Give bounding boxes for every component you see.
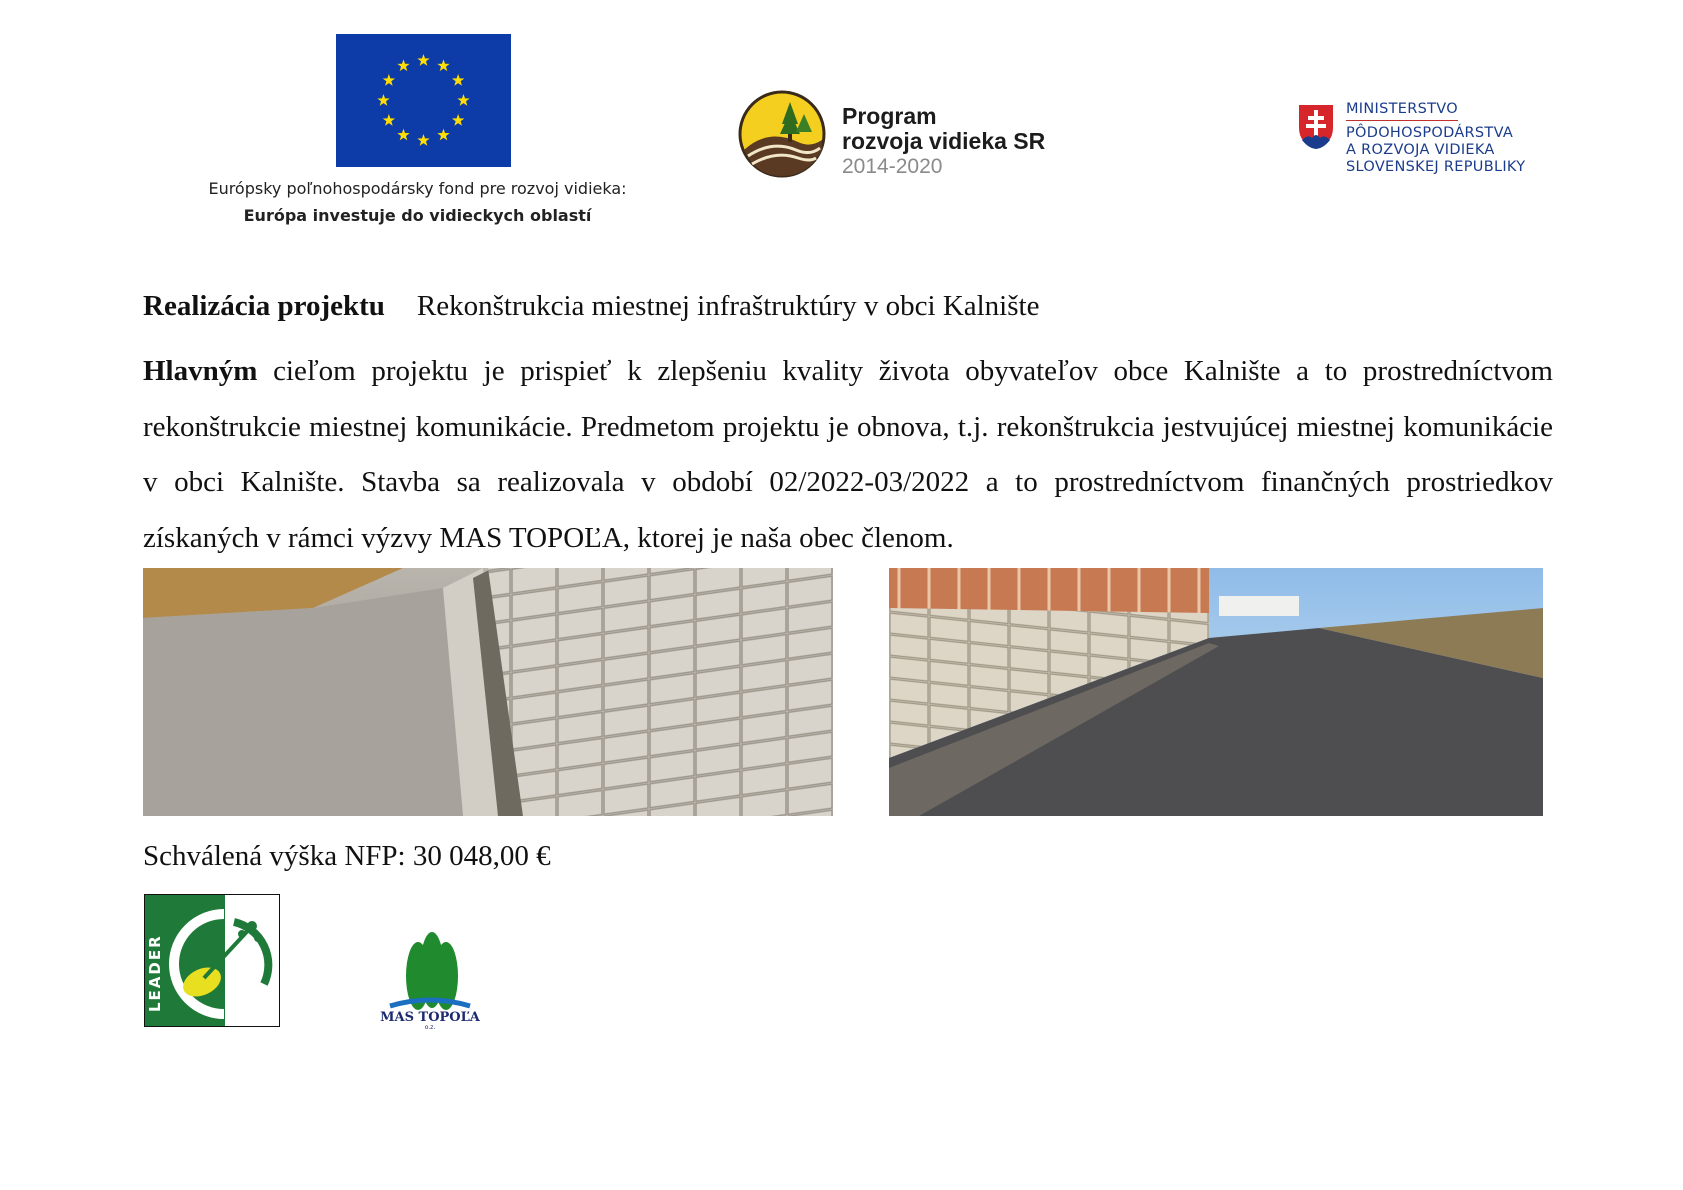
prv-title-line2: rozvoja vidieka SR xyxy=(842,128,1046,154)
ministry-line3: A ROZVOJA VIDIEKA xyxy=(1346,142,1495,158)
leader-logo xyxy=(144,894,280,1027)
prv-period: 2014-2020 xyxy=(842,155,943,178)
ministry-line4: SLOVENSKEJ REPUBLIKY xyxy=(1346,159,1526,175)
project-description xyxy=(143,344,1553,566)
approved-amount: Schválená výška NFP: 30 048,00 € xyxy=(143,840,551,872)
photo-road-before xyxy=(143,568,833,816)
slovak-coat-of-arms-icon xyxy=(1296,102,1336,152)
eu-caption-line2: Európa investuje do vidieckych oblastí xyxy=(243,206,592,225)
photo-road-after xyxy=(889,568,1543,816)
mas-topola-logo xyxy=(360,930,500,1030)
prv-title-line1: Program xyxy=(842,103,937,129)
mas-logo-sub: o.z. xyxy=(424,1024,436,1030)
prv-title-block xyxy=(842,104,1045,179)
goal-bold-word: Hlavným xyxy=(143,355,258,387)
goal-text: cieľom projektu je prispieť k zlepšeniu kvality života obyvateľov obce Kalnište a to prostredníctvom rekonštrukcie miestnej komunikácie. Predmetom projektu je obnova, t.j. rekonštrukcia jestvujúcej miestnej komunikácie v obci Kalnište. Stavba sa realizovala v období 02/2022-03/2022 a to prostredníctvom finančných prostriedkov získaných v rámci výzvy MAS TOPOĽA, ktorej je naša obec členom. xyxy=(143,355,1553,554)
project-name: Rekonštrukcia miestnej infraštruktúry v obci Kalnište xyxy=(416,290,1040,322)
eu-flag-logo xyxy=(336,34,511,167)
mas-logo-text: MAS TOPOĽA xyxy=(380,1010,480,1025)
eu-fund-caption xyxy=(190,175,645,229)
prv-round-logo xyxy=(738,90,826,178)
ministry-name xyxy=(1346,101,1525,176)
project-heading xyxy=(143,290,1039,323)
eu-caption-line1: Európsky poľnohospodársky fond pre rozvoj vidieka: xyxy=(208,179,627,198)
ministry-line1: MINISTERSTVO xyxy=(1346,101,1458,121)
ministry-line2: PÔDOHOSPODÁRSTVA xyxy=(1346,125,1514,141)
leader-logo-text: LEADER xyxy=(146,934,164,1012)
heading-label: Realizácia projektu xyxy=(143,290,385,322)
